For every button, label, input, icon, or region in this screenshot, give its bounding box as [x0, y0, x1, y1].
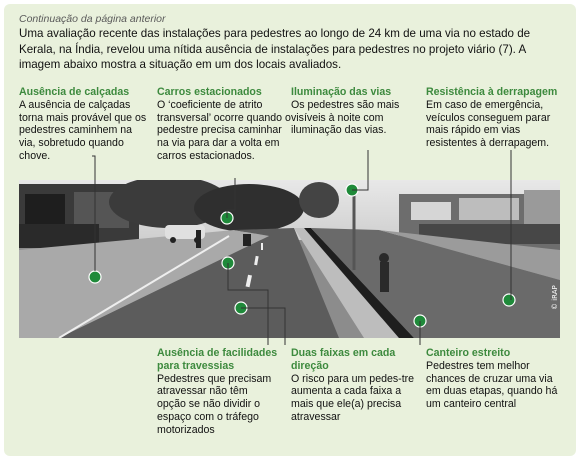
callout-lighting-body: Os pedestres são mais visíveis à noite com iluminação das vias. [291, 98, 400, 137]
callout-skid-title: Resistência à derrapagem [426, 86, 558, 98]
callout-median [426, 347, 561, 411]
callout-crossing-body: Pedestres que precisam atravessar não têm opção se não dividir o espaço com o tráfego motorizados [157, 372, 272, 436]
callout-skid-resistance [426, 86, 561, 150]
continued-label: Continuação da página anterior [19, 13, 166, 25]
callout-parked-cars-body: O ‘coeficiente de atrito transversal’ ocorre quando o pedestre precisa caminhar na via para dar a volta em carros estacionados. [157, 98, 291, 162]
photo-credit: © iRAP [551, 285, 559, 310]
callout-sidewalks [19, 86, 147, 163]
intro-paragraph: Uma avaliação recente das instalações para pedestres ao longo de 24 km de uma via no estado de Kerala, na Índia, revelou uma nítida ausência de instalações para pedestres no projeto viário (7). A imagem abaixo mostra a situação em um dos locais avaliados. [19, 27, 531, 72]
street-photo-illustration [19, 180, 560, 338]
callout-two-lanes-body: O risco para um pedes-tre aumenta a cada faixa a mais que ele(a) precisa atravessar [291, 372, 415, 423]
callout-sidewalks-title: Ausência de calçadas [19, 86, 130, 98]
street-photo [19, 180, 560, 338]
callout-parked-cars-title: Carros estacionados [157, 86, 262, 98]
callout-sidewalks-body: A ausência de calçadas torna mais provável que os pedestres caminhem na via, sobretudo quando chove. [19, 98, 147, 162]
callout-median-body: Pedestres tem melhor chances de cruzar uma via em duas etapas, quando há um canteiro central [426, 359, 558, 411]
callout-two-lanes [291, 347, 416, 424]
callout-lighting-title: Iluminação das vias [291, 86, 392, 98]
callout-crossing [157, 347, 279, 437]
callout-lighting [291, 86, 416, 137]
callout-skid-body: Em caso de emergência, veículos conseguem parar mais rápido em vias resistentes à derrapagem. [426, 98, 551, 150]
callout-two-lanes-title: Duas faixas em cada direção [291, 347, 396, 372]
callout-crossing-title: Ausência de facilidades para travessias [157, 347, 278, 372]
callout-parked-cars [157, 86, 292, 163]
callout-median-title: Canteiro estreito [426, 347, 511, 359]
